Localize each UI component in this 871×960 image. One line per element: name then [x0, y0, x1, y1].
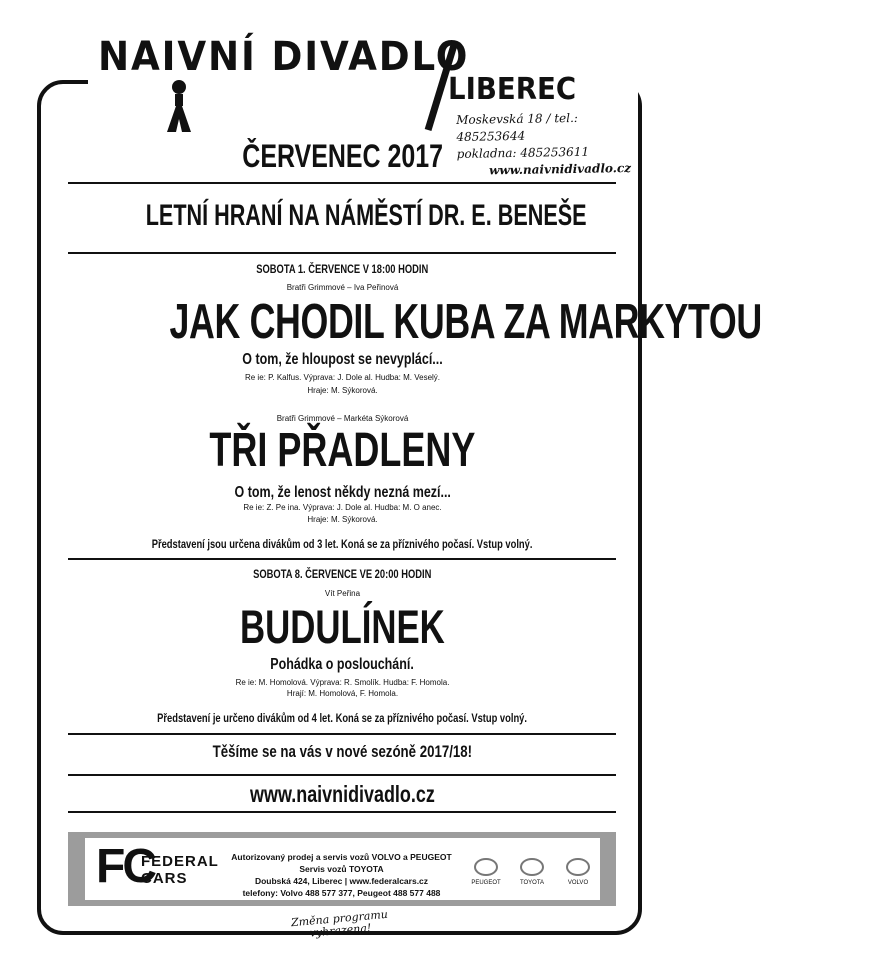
second-date: SOBOTA 8. ČERVENCE VE 20:00 HODIN	[253, 567, 432, 581]
show-title: BUDULÍNEK	[240, 600, 445, 653]
series-title: LETNÍ HRANÍ NA NÁMĚSTÍ DR. E. BENEŠE	[145, 199, 587, 232]
box-office-line: pokladna: 485253611	[456, 144, 590, 161]
show-authors: Bratři Grimmové – Markéta Sýkorová	[276, 414, 409, 423]
show-credits: Re ie: Z. Pe ina. Výprava: J. Dole al. Hudba: M. O anec.	[243, 503, 442, 512]
show-title: JAK CHODIL KUBA ZA MARKYTOU	[169, 295, 762, 349]
footer-website[interactable]: www.naivnidivadlo.cz	[250, 781, 435, 807]
header-website: www.naivnidivadlo.cz	[488, 160, 632, 178]
show-credits: Re ie: P. Kalfus. Výprava: J. Dole al. Hudba: M. Veselý.	[244, 373, 441, 382]
program-change-note: Změna programu vyhrazena!	[290, 907, 389, 940]
address-line: Moskevská 18 / tel.: 485253644	[456, 110, 579, 144]
volvo-logo: VOLVO	[556, 858, 600, 886]
toyota-logo: TOYOTA	[510, 858, 554, 886]
federal-cars-name: FEDERAL CARS	[141, 853, 219, 887]
show-tagline: Pohádka o poslouchání.	[270, 656, 415, 673]
show-authors: Vít Peřina	[324, 589, 361, 598]
age-notice: Představení jsou určena divákům od 3 let. Koná se za příznivého počasí. Vstup volný.	[152, 537, 533, 551]
rule	[68, 558, 616, 560]
peugeot-logo: PEUGEOT	[464, 858, 508, 886]
rule	[68, 733, 616, 735]
theatre-name: NAIVNÍ DIVADLO	[98, 34, 470, 80]
volvo-emblem-icon	[566, 858, 590, 876]
show-cast: Hraje: M. Sýkorová.	[307, 386, 378, 395]
federal-cars-logo: FC	[96, 840, 154, 893]
lion-icon	[474, 858, 498, 876]
season-greeting: Těšíme se na vás v nové sezóně 2017/18!	[212, 742, 473, 761]
toyota-emblem-icon	[520, 858, 544, 876]
show-authors: Bratři Grimmové – Iva Peřinová	[286, 283, 399, 292]
show-title: TŘI PŘADLENY	[209, 424, 476, 477]
dealer-details: Autorizovaný prodej a servis vozů VOLVO a PEUGEOT Servis vozů TOYOTA Doubská 424, Liberec | www.federalcars.cz telefony: Volvo 488 577 377, Peugeot 488 577 488	[231, 852, 452, 898]
show-cast: Hrají: M. Homolová, F. Homola.	[286, 689, 399, 698]
first-date: SOBOTA 1. ČERVENCE V 18:00 HODIN	[256, 262, 429, 276]
theatre-city: LIBEREC	[448, 72, 577, 107]
puppet-logo-icon	[161, 80, 197, 132]
rule	[68, 182, 616, 184]
show-tagline: O tom, že hloupost se nevyplácí...	[242, 351, 443, 368]
show-credits: Re ie: M. Homolová. Výprava: R. Smolík. Hudba: F. Homola.	[235, 678, 450, 687]
age-notice: Představení je určeno divákům od 4 let. Koná se za příznivého počasí. Vstup volný.	[157, 711, 528, 725]
rule	[68, 774, 616, 776]
show-cast: Hraje: M. Sýkorová.	[307, 515, 378, 524]
show-tagline: O tom, že lenost někdy nezná mezí...	[234, 484, 451, 501]
rule	[68, 811, 616, 813]
rule	[68, 252, 616, 254]
month-heading: ČERVENEC 2017	[242, 138, 443, 174]
